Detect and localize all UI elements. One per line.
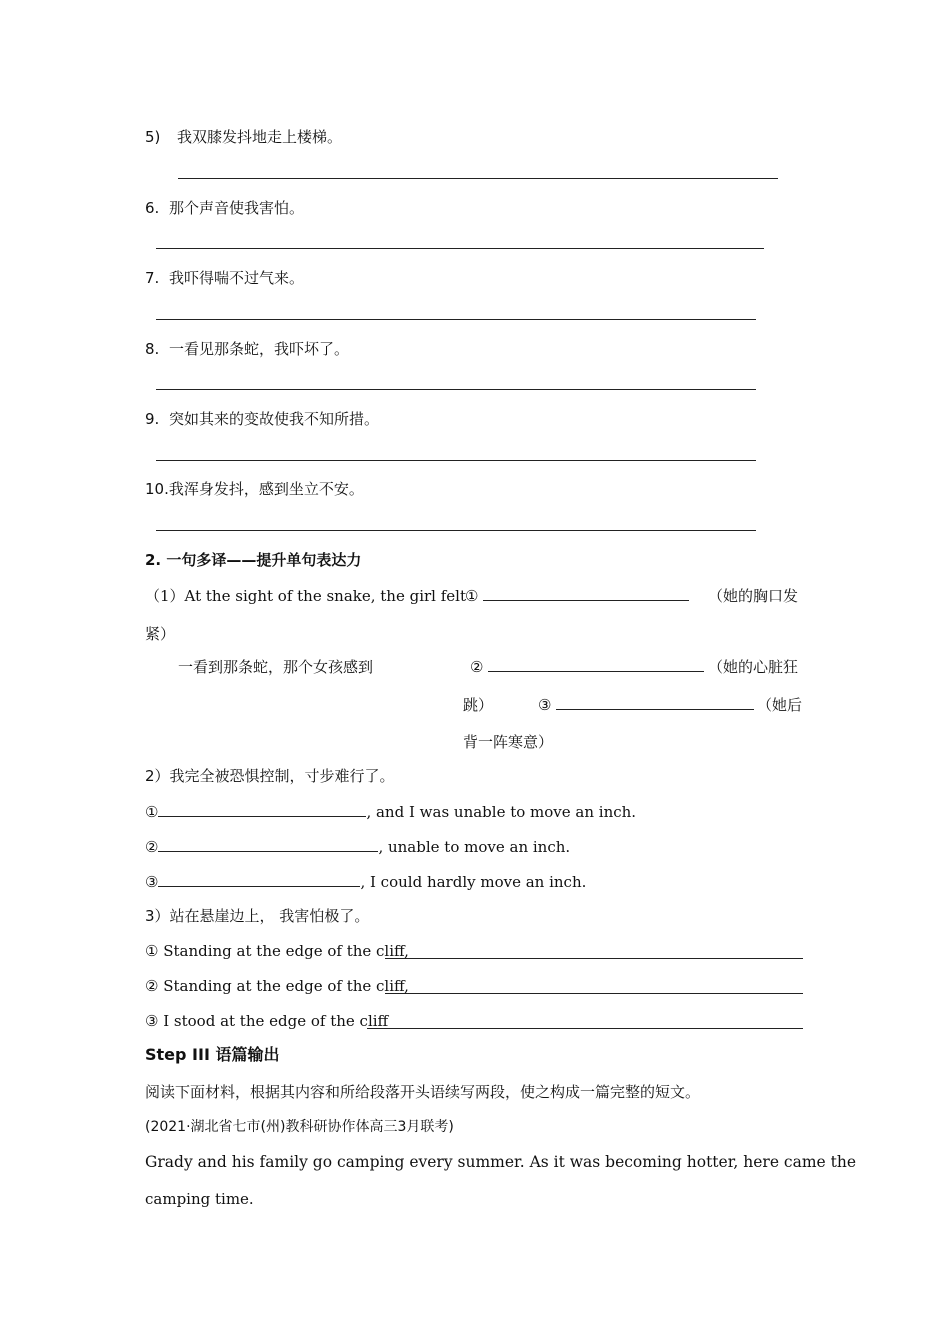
option-tail: , I could hardly move an inch. (360, 873, 587, 891)
q1-blank3 (538, 695, 754, 715)
mark-3: ③ (145, 873, 159, 891)
item-text: 我双膝发抖地走上楼梯。 (177, 128, 343, 146)
q2-option-3 (145, 872, 586, 892)
item-number: 7. (145, 269, 160, 287)
option-tail: , and I was unable to move an inch. (366, 803, 637, 821)
answer-blank[interactable] (483, 586, 689, 601)
mark-1: ① (145, 803, 159, 821)
answer-blank[interactable] (385, 958, 803, 959)
instruction: 阅读下面材料，根据其内容和所给段落开头语续写两段，使之构成一篇完整的短文。 (145, 1083, 701, 1101)
mark-1: ① (465, 587, 479, 605)
q2-option-1 (145, 802, 636, 822)
answer-blank[interactable] (156, 248, 764, 249)
item-5 (145, 127, 342, 147)
item-7 (145, 268, 304, 288)
answer-blank[interactable] (158, 802, 366, 817)
q3-option-1 (145, 941, 409, 961)
item-text: 那个声音使我害怕。 (169, 199, 305, 217)
option-text: ① Standing at the edge of the cliff, (145, 942, 409, 960)
answer-blank[interactable] (488, 657, 704, 672)
paragraph-line-1: Grady and his family go camping every summer. As it was becoming hotter, here came the (145, 1153, 857, 1171)
q1-line1 (145, 586, 466, 606)
hint-3a: （她后 (757, 696, 803, 714)
answer-blank[interactable] (385, 993, 803, 994)
q2-option-2 (145, 837, 570, 857)
q1-blank1 (465, 586, 689, 606)
item-text: 我浑身发抖，感到坐立不安。 (168, 480, 364, 498)
mark-2: ② (145, 838, 159, 856)
q1-blank2 (470, 657, 704, 677)
q1-chinese: 一看到那条蛇，那个女孩感到 (178, 658, 374, 676)
item-number: 9. (145, 410, 160, 428)
hint-2b: 跳） (463, 696, 494, 714)
answer-blank[interactable] (556, 695, 754, 710)
hint-2a: （她的心脏狂 (708, 658, 799, 676)
item-text: 一看见那条蛇，我吓坏了。 (169, 340, 350, 358)
hint-1b: 紧） (145, 625, 176, 643)
item-number: 6. (145, 199, 160, 217)
answer-blank[interactable] (158, 837, 378, 852)
q3-prompt: 3）站在悬崖边上， 我害怕极了。 (145, 907, 370, 925)
item-number: 8. (145, 340, 160, 358)
q1-prefix: （1）At the sight of the snake, the girl felt (145, 587, 467, 605)
option-text: ② Standing at the edge of the cliff, (145, 977, 409, 995)
option-tail: , unable to move an inch. (378, 838, 571, 856)
hint-3b: 背一阵寒意） (463, 733, 554, 751)
answer-blank[interactable] (158, 872, 360, 887)
answer-blank[interactable] (367, 1028, 803, 1029)
source-note: (2021·湖北省七市(州)教科研协作体高三3月联考) (145, 1119, 454, 1135)
item-text: 我吓得喘不过气来。 (169, 269, 305, 287)
mark-3: ③ (538, 696, 552, 714)
item-text: 突如其来的变故使我不知所措。 (169, 410, 380, 428)
answer-blank[interactable] (156, 389, 756, 390)
q3-option-3 (145, 1011, 388, 1031)
option-text: ③ I stood at the edge of the cliff (145, 1012, 389, 1030)
step-heading: Step III 语篇输出 (145, 1045, 280, 1064)
q3-option-2 (145, 976, 409, 996)
mark-2: ② (470, 658, 484, 676)
item-6 (145, 198, 304, 218)
hint-1a: （她的胸口发 (708, 587, 799, 605)
answer-blank[interactable] (156, 530, 756, 531)
answer-blank[interactable] (156, 460, 756, 461)
item-number: 5) (145, 128, 161, 146)
item-9 (145, 409, 379, 429)
paragraph-line-2: camping time. (145, 1190, 254, 1208)
item-10 (145, 479, 364, 499)
item-number: 10. (145, 480, 169, 498)
answer-blank[interactable] (156, 319, 756, 320)
item-8 (145, 339, 349, 359)
section-heading: 2. 一句多译——提升单句表达力 (145, 551, 362, 569)
q2-prompt: 2）我完全被恐惧控制，寸步难行了。 (145, 767, 395, 785)
answer-blank[interactable] (178, 178, 778, 179)
